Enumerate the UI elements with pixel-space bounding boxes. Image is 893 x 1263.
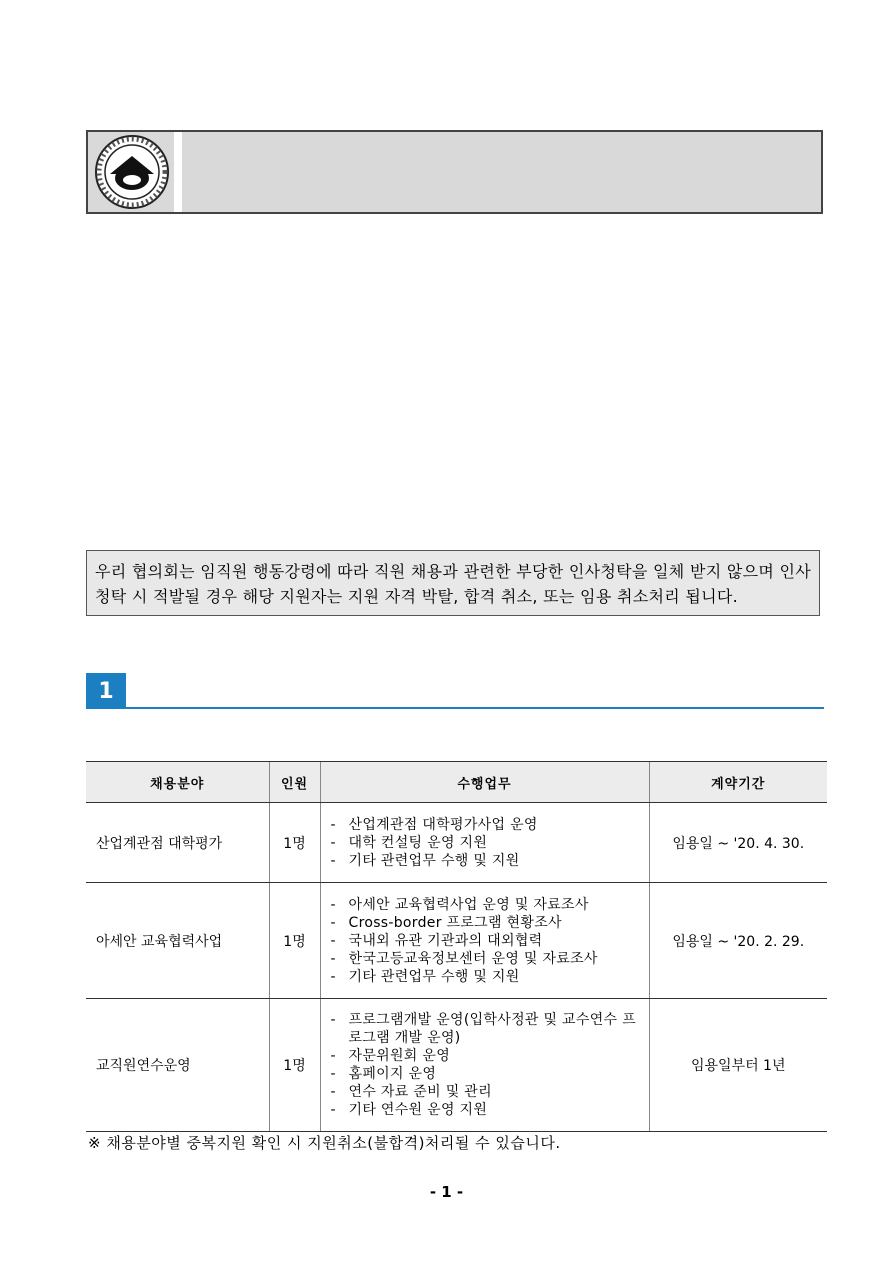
- duty-item: - 연수 자료 준비 및 관리: [331, 1083, 643, 1101]
- duty-item: - 아세안 교육협력사업 운영 및 자료조사: [331, 896, 643, 914]
- row-count: 1명: [269, 803, 320, 883]
- header-count: 인원: [269, 762, 320, 803]
- seal-icon: [93, 134, 171, 210]
- duty-item: - 국내외 유관 기관과의 대외협력: [331, 932, 643, 950]
- duty-item: - 홈페이지 운영: [331, 1065, 643, 1083]
- header-banner: [86, 130, 823, 214]
- row-period: 임용일 ~ '20. 4. 30.: [649, 803, 827, 883]
- row-period: 임용일부터 1년: [649, 999, 827, 1132]
- row-duties: [320, 803, 649, 883]
- table-header-row: [86, 762, 827, 803]
- duty-item: - 한국고등교육정보센터 운영 및 자료조사: [331, 950, 643, 968]
- page-number: - 1 -: [429, 1183, 464, 1201]
- duty-item: - 프로그램개발 운영(입학사정관 및 교수연수 프로그램 개발 운영): [331, 1011, 643, 1047]
- duty-item: - Cross-border 프로그램 현황조사: [331, 914, 643, 932]
- duty-item: - 기타 관련업무 수행 및 지원: [331, 968, 643, 986]
- header-field: 채용분야: [86, 762, 269, 803]
- row-duties: [320, 999, 649, 1132]
- header-period: 계약기간: [649, 762, 827, 803]
- row-count: 1명: [269, 883, 320, 999]
- row-field: 산업계관점 대학평가: [86, 803, 269, 883]
- row-duties: [320, 883, 649, 999]
- row-period: 임용일 ~ '20. 2. 29.: [649, 883, 827, 999]
- duty-item: - 자문위원회 운영: [331, 1047, 643, 1065]
- duty-item: - 기타 관련업무 수행 및 지원: [331, 852, 643, 870]
- section-number: 1: [86, 673, 126, 709]
- section-divider: [86, 707, 824, 709]
- footnote: ※ 채용분야별 중복지원 확인 시 지원취소(불합격)처리될 수 있습니다.: [88, 1134, 561, 1152]
- table-row: [86, 803, 827, 883]
- table-row: [86, 883, 827, 999]
- duty-item: - 산업계관점 대학평가사업 운영: [331, 816, 643, 834]
- logo-divider: [174, 132, 182, 212]
- row-field: 교직원연수운영: [86, 999, 269, 1132]
- row-field: 아세안 교육협력사업: [86, 883, 269, 999]
- header-duties: 수행업무: [320, 762, 649, 803]
- row-count: 1명: [269, 999, 320, 1132]
- duty-item: - 기타 연수원 운영 지원: [331, 1101, 643, 1119]
- logo: [88, 132, 174, 212]
- notice-box: 우리 협의회는 임직원 행동강령에 따라 직원 채용과 관련한 부당한 인사청탁을 일체 받지 않으며 인사청탁 시 적발될 경우 해당 지원자는 지원 자격 박탈, 합격 취소, 또는 임용 취소처리 됩니다.: [86, 550, 820, 616]
- table-row: [86, 999, 827, 1132]
- duty-item: - 대학 컨설팅 운영 지원: [331, 834, 643, 852]
- recruitment-table: [86, 761, 827, 1132]
